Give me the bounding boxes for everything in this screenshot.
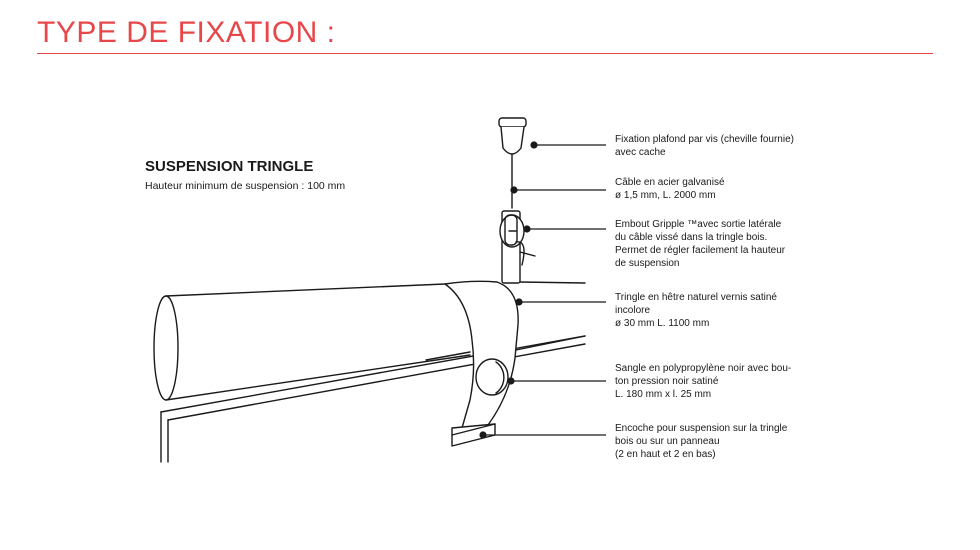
callout-strap: [615, 362, 835, 401]
callout-text: bois ou sur un panneau: [615, 436, 720, 447]
callout-text: Embout Gripple ™avec sortie latérale: [615, 219, 782, 230]
callout-text: incolore: [615, 305, 651, 316]
callout-ceiling-fixture: [615, 133, 835, 159]
callout-text: ø 30 mm L. 1100 mm: [615, 318, 710, 329]
callout-text: ton pression noir satiné: [615, 376, 719, 387]
callout-text: Câble en acier galvanisé: [615, 177, 725, 188]
leader-strap: [508, 378, 606, 384]
leader-cable: [511, 187, 606, 193]
callout-cable: [615, 176, 835, 202]
callout-notch: [615, 422, 835, 461]
panel-edge: [161, 336, 585, 462]
callout-text: Sangle en polypropylène noir avec bou-: [615, 363, 792, 374]
callout-text: ø 1,5 mm, L. 2000 mm: [615, 190, 716, 201]
leader-gripple: [524, 226, 606, 232]
product-subtitle: Hauteur minimum de suspension : 100 mm: [145, 180, 346, 192]
ceiling-fixture: [499, 118, 526, 154]
callout-gripple: [615, 218, 835, 270]
callout-text: du câble vissé dans la tringle bois.: [615, 232, 768, 243]
callout-text: Encoche pour suspension sur la tringle: [615, 423, 788, 434]
leader-rod: [516, 299, 606, 305]
leader-ceiling-fixture: [531, 142, 606, 148]
callout-text: Permet de régler facilement la hauteur: [615, 245, 786, 256]
callout-text: (2 en haut et 2 en bas): [615, 449, 716, 460]
leader-notch: [480, 432, 606, 438]
product-name: SUSPENSION TRINGLE: [145, 158, 314, 175]
page-title: TYPE DE FIXATION :: [37, 16, 336, 49]
callout-rod: [615, 291, 835, 330]
callout-text: Tringle en hêtre naturel vernis satiné: [615, 292, 777, 303]
callout-text: de suspension: [615, 258, 680, 269]
callout-text: Fixation plafond par vis (cheville fournie): [615, 134, 794, 145]
gripple-end: [500, 211, 535, 283]
callout-text: avec cache: [615, 147, 666, 158]
callout-text: L. 180 mm x l. 25 mm: [615, 389, 712, 400]
